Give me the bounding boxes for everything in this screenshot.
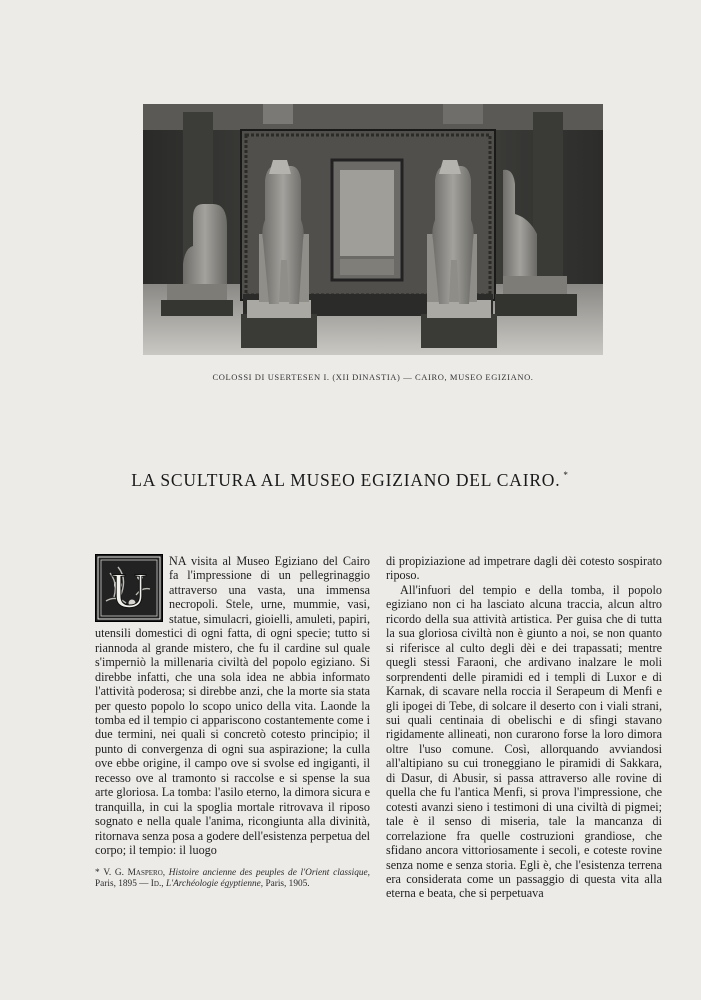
footnote-place-1: Paris, 1895 — (95, 879, 149, 889)
footnote-author-1: V. G. Maspero, (103, 868, 166, 878)
footnote-work-2: L'Archéologie égyptienne, (165, 879, 264, 889)
left-column (95, 554, 370, 858)
article-title (100, 470, 600, 491)
article-title-text: LA SCULTURA AL MUSEO EGIZIANO DEL CAIRO. (131, 470, 561, 490)
right-column-paragraph-1: di propiziazione ad impetrare dagli dèi cotesto sospirato riposo. (386, 554, 662, 583)
dropcap-letter: U (110, 562, 148, 618)
photo-caption: COLOSSI DI USERTESEN I. (XII DINASTIA) — CAIRO, MUSEO EGIZIANO. (212, 372, 534, 382)
photograph-icon (143, 104, 603, 355)
right-column (386, 554, 662, 901)
footnote-work-1: Histoire ancienne des peuples de l'Orient classique, (168, 868, 370, 878)
footnote-mark: * (95, 868, 100, 878)
left-column-text: NA visita al Museo Egiziano del Cairo fa l'impressione di un pellegrinaggio attraverso una vasta, una immensa necropoli. Stele, urne, mummie, vasi, statue, simulacri, gioielli, amuleti, papiri, utensili domestici di ogni fatta, di ogni specie; tutto si riannoda al grande mistero, che fu il cardine sul quale s'imperniò la millenaria civiltà del popolo egiziano. Si direbbe infatti, che una sola idea ne abbia informato l'attività poderosa; si direbbe anzi, che la morte sia stata per questo popolo lo scopo unico della vita. Laonde la tomba ed il tempio ci appariscono costantemente come i due termini, nei quali si concretò cotesto principio; il punto di convergenza di ogni sua aspirazione; la culla ove ebbe origine, il campo ove si svolse ed ingiganti, il recesso ove al tramonto si raccolse e si spense la sua arte gloriosa. La tomba: l'asilo eterno, la dimora sicura e tranquilla, in cui la spoglia mortale ritrovava il riposo sognato e nella quale l'anima, ricongiunta alla divinità, ritornava senza posa a godere dell'esistenza perpetua del corpo; il tempio: il luogo (95, 554, 370, 858)
decorated-initial-icon (95, 554, 163, 622)
footnote (95, 868, 370, 890)
footnote-place-2: Paris, 1905. (265, 879, 310, 889)
museum-photograph (143, 104, 603, 355)
right-column-paragraph-2: All'infuori del tempio e della tomba, il popolo egiziano non ci ha lasciato alcuna traccia, alcun altro ricordo della sua attività artistica. Per guisa che di tutta la sua gloriosa civiltà non è giunto a noi, se non quanto si riferisce al culto degli dèi e dei trapassati; mentre quegli stessi Faraoni, che ardivano inalzare le moli sorprendenti delle piramidi ed i templi di Luxor e di Karnak, di scavare nella roccia il Serapeum di Menfi e gli ipogei di Tebe, di solcare il deserto con i viali strani, sui quali centinaia di obelischi e di sfingi stavano rigidamente allineati, non curarono forse la loro dimora oltre l'uso comune. Così, allorquando avviandosi all'altipiano su cui troneggiano le piramidi di Sakkara, di Dasur, di Abusir, si passa attraverso alle rovine di quella che fu l'antica Menfi, si prova l'impressione, che cotesti avanzi sieno i testimoni di una civiltà di pigmei; tale è il senso di miseria, tale la mancanza di correlazione fra quelle costruzioni grandiose, che sfidano ancora vittoriosamente i secoli, e coteste rovine senza nome e senza storia. Egli è, che l'esistenza terrena era considerata come un passaggio di questa vita alla eterna e beata, che si perpetuava (386, 582, 662, 901)
footnote-author-2: Id., (150, 879, 164, 889)
title-footnote-mark: * (563, 470, 569, 480)
